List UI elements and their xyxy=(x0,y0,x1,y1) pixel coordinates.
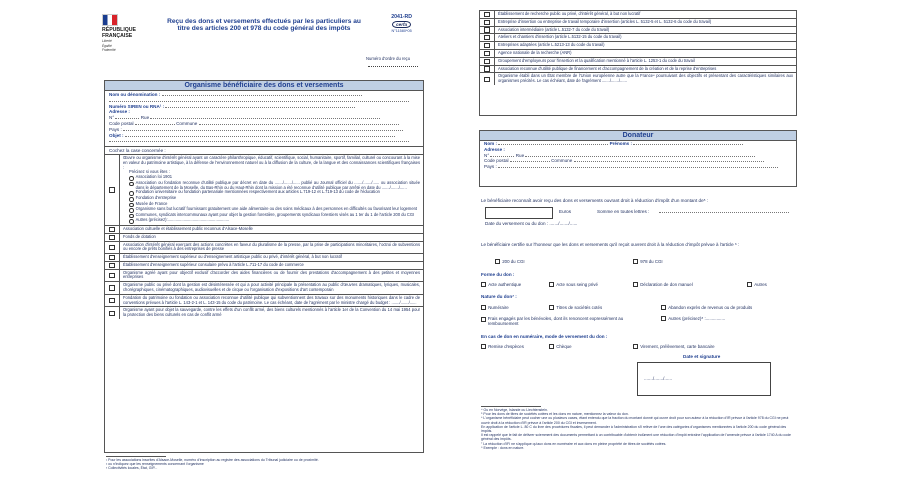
footnote: ¹ Pour les associations inscrites d'Alsace-Moselle, numéro d'inscription au registre des associations du Tribunal judiciaire ou de proximité. xyxy=(106,458,319,462)
logo-text-2: FRANÇAISE xyxy=(102,32,133,39)
montant-text: Le bénéficiaire reconnaît avoir reçu des dons et versements ouvrant droit à réduction d'impôt d'un montant de⁵ : xyxy=(481,198,709,203)
donateur-rue-label: Rue xyxy=(515,152,525,158)
organisme-section-title: Organisme bénéficiaire des dons et versements xyxy=(105,81,423,91)
checkbox[interactable] xyxy=(633,282,638,287)
checkbox[interactable] xyxy=(109,285,114,290)
item-row xyxy=(480,11,796,18)
checkbox[interactable] xyxy=(481,317,486,322)
cerfa-number: N°11580*05 xyxy=(391,29,412,33)
checkbox[interactable] xyxy=(109,255,114,260)
checkbox[interactable] xyxy=(481,344,486,349)
checkbox[interactable] xyxy=(109,298,114,303)
cp-label: Code postal xyxy=(109,120,134,126)
item-label: Organisme ayant pour objet la sauvegarde, contre les effets d'un conflit armé, des biens culturels mentionnés à l'article 1er de la Convention du 14 mai 1954 pour la protection des biens culturels en cas de conflit armé xyxy=(123,307,420,318)
numero-ordre xyxy=(366,56,418,68)
nature-option[interactable]: Numéraire xyxy=(481,305,509,310)
sub-item-label: Organisme sans but lucratif fournissant gratuitement une aide alimentaire ou des soins médicaux à des personnes en difficultés ou favorisant leur logement xyxy=(135,206,418,212)
logo-devise-3: Fraternité xyxy=(102,48,116,53)
item-label: Association cultuelle et établissement public reconnus d'Alsace-Moselle xyxy=(123,225,253,231)
footnote: ² ou n'indiquez que les renseignements concernant l'organisme xyxy=(106,462,204,467)
numero-ordre-input[interactable] xyxy=(368,66,418,67)
marianne-icon xyxy=(102,14,118,26)
item-row xyxy=(105,241,423,254)
checkbox[interactable] xyxy=(633,344,638,349)
objet-line xyxy=(105,138,423,144)
logo-devise-2: Égalité xyxy=(102,43,112,48)
item-label: Entreprises adaptées (article L.5213-13 du code du travail) xyxy=(498,42,605,48)
footnote: ³ Collectivités locales, État, GIP... xyxy=(106,466,158,471)
forme-option[interactable]: Autres xyxy=(747,282,767,287)
radio-icon[interactable] xyxy=(129,182,134,187)
item-label: Établissement d'enseignement supérieur consulaire prévu à l'article L.711-17 du code de commerce xyxy=(123,261,304,267)
item-row xyxy=(105,225,423,233)
cochez-label: Cochez la case concernée : xyxy=(105,146,423,154)
donateur-numero-label: N° xyxy=(484,152,490,158)
option-200-cgi[interactable]: 200 du CGI xyxy=(495,259,525,264)
form-number: 2041-RD xyxy=(391,14,412,20)
item-row xyxy=(480,72,796,85)
forme-option[interactable]: Acte sous seing privé xyxy=(549,282,598,287)
checkbox[interactable] xyxy=(484,12,489,17)
item-row xyxy=(105,281,423,294)
donateur-pays-field[interactable] xyxy=(480,164,796,170)
forme-title: Forme du don : xyxy=(481,272,515,277)
checkbox[interactable] xyxy=(484,59,489,64)
item-row xyxy=(105,306,423,319)
item-label: Fonds de dotation xyxy=(123,233,156,239)
item-label: Groupement d'employeurs pour l'insertion et la qualification mentionné à l'article L. 1253-1 du code du travail xyxy=(498,57,695,63)
checkbox[interactable] xyxy=(484,51,489,56)
mode-title: En cas de don en numéraire, mode de versement du don : xyxy=(481,334,608,339)
sub-item-label: Musée de France xyxy=(135,200,168,206)
sub-item-label: Association ou fondation reconnue d'utilité publique par décret en date du ......./......./...... publié au Journal officiel du ......./......./...... ou association située dans le département de la Moselle, du Bas-Rhin ou du Haut-Rhin dont la mission a été reconnue d'utilité publique par arrêté en date du ......./......./...... xyxy=(135,179,420,190)
left-footnotes xyxy=(106,456,406,471)
sub-item-label: Fondation d'entreprise xyxy=(135,194,177,200)
commune-label: Commune xyxy=(176,120,198,126)
mode-option[interactable]: Chèque xyxy=(549,344,572,349)
item-label: Ateliers et chantiers d'insertion (article L.5132-15 du code du travail) xyxy=(498,34,622,40)
mode-option[interactable]: Virement, prélèvement, carte bancaire xyxy=(633,344,715,349)
item-row xyxy=(105,253,423,261)
organisme-section xyxy=(104,80,424,453)
radio-icon[interactable] xyxy=(129,203,134,208)
nature-title: Nature du don⁷ : xyxy=(481,294,517,299)
siren-label: Numéro SIREN ou RNA¹ : xyxy=(109,103,165,109)
form-number-block xyxy=(391,14,412,33)
item-row xyxy=(105,233,423,241)
item-label: Établissement de recherche public ou privé, d'intérêt général, à but non lucratif xyxy=(498,11,641,16)
numero-ordre-label: Numéro d'ordre du reçu xyxy=(366,56,411,61)
montant-input[interactable] xyxy=(485,207,553,219)
donateur-cp-label: Code postal xyxy=(484,158,509,164)
checkbox[interactable] xyxy=(661,305,666,310)
item-label: Association d'intérêt général exerçant des actions concrètes en faveur du pluralisme de la presse, par la prise de participations minoritaires, l'octroi de subventions ou encore de prêts bonifiés à des entreprises de presse xyxy=(123,241,420,252)
republique-francaise-logo xyxy=(102,14,142,53)
item-label: Association reconnue d'utilité publique de financement et d'accompagnement de la création et de la reprise d'entreprises xyxy=(498,65,717,71)
item-row xyxy=(480,41,796,49)
logo-devise-1: Liberté xyxy=(102,39,112,44)
donateur-commune-label: Commune xyxy=(551,158,573,164)
radio-icon[interactable] xyxy=(129,197,134,202)
radio-icon[interactable] xyxy=(129,176,134,181)
item-row xyxy=(105,269,423,282)
left-page xyxy=(96,0,428,500)
checkbox[interactable] xyxy=(495,259,500,264)
checkbox[interactable] xyxy=(484,20,489,25)
checkbox[interactable] xyxy=(109,235,114,240)
item-label: Agence nationale de la recherche (ANR) xyxy=(498,49,572,55)
donateur-title: Donateur xyxy=(480,131,796,141)
checkbox[interactable] xyxy=(484,27,489,32)
footnote: ⁴ Ou en Norvège, Islande ou Liechtenstein. xyxy=(481,408,548,412)
nature-option[interactable]: Titres de sociétés cotés xyxy=(549,305,602,310)
item-row xyxy=(105,294,423,307)
checkbox[interactable] xyxy=(484,35,489,40)
checkbox[interactable] xyxy=(109,245,114,250)
signature-date: ......./......./...... xyxy=(644,376,673,381)
forme-option[interactable]: Déclaration de don manuel xyxy=(633,282,693,287)
rue-label: Rue xyxy=(140,115,150,121)
signature-title: Date et signature xyxy=(683,354,721,359)
footnote: ⁶ L'organisme bénéficiaire peut cocher une ou plusieurs cases, étant entendu que la fraction du montant donné qui ouvre droit pour son auteur à la réduction d'IR prévue à l'article 978 du CGI ne peut ouvrir droit à la réduction d'IR prévue à l'article 200 du CGI et inversement. xyxy=(481,416,789,425)
item-label: Association intermédiaire (article L.5132-7 du code du travail) xyxy=(498,26,610,32)
objet-label: Objet : xyxy=(109,132,124,138)
item-label: Organisme public ou privé dont la gestion est désintéressée et qui a pour activité principale la présentation au public d'œuvres dramatiques, lyriques, musicales, chorégraphiques, cinématographiques, audiovisuelles et de cirque ou l'organisation d'expositions d'art contemporain xyxy=(123,282,420,293)
somme-lettres-label: Somme en toutes lettres : xyxy=(597,209,650,214)
radio-icon[interactable] xyxy=(129,219,134,224)
continued-items xyxy=(479,10,797,116)
item-row xyxy=(105,261,423,269)
option-978-cgi[interactable]: 978 du CGI xyxy=(633,259,663,264)
numero-label: N° xyxy=(109,115,115,121)
date-versement[interactable]: Date du versement ou du don : ......./......./...... xyxy=(485,221,578,226)
right-footnotes xyxy=(481,406,797,450)
checkbox[interactable] xyxy=(633,259,638,264)
item-label: Fondation du patrimoine ou fondation ou association reconnue d'utilité publique qui subventionnent des travaux sur des monuments historiques dans le cadre de conventions prévues à l'article L. 143-2-1 et L. 143-15 du code du patrimoine. Le cas échéant, date de l'agrément par le ministre chargé du budget : ......./......./...... xyxy=(123,294,420,305)
checkbox[interactable] xyxy=(109,263,114,268)
item-row xyxy=(480,33,796,41)
radio-icon[interactable] xyxy=(129,191,134,196)
radio-icon[interactable] xyxy=(129,214,134,219)
signature-box[interactable] xyxy=(637,362,771,396)
checkbox[interactable] xyxy=(549,305,554,310)
euros-label: Euros xyxy=(559,209,572,214)
nom-label: Nom ou dénomination : xyxy=(109,92,161,97)
checkbox[interactable] xyxy=(481,305,486,310)
adresse-label: Adresse : xyxy=(109,109,130,115)
donateur-pays-label: Pays : xyxy=(484,164,497,170)
footnote: Il est rappelé que le fait de délivrer sciemment des documents permettant à un contribuable d'obtenir indûment une réduction d'impôt entraîne l'application de l'amende prévue à l'article 1740 A du code général des impôts. xyxy=(481,433,791,442)
footnote: En application de l'article L. 80 C du livre des procédures fiscales, il peut demander à l'administration s'il relève de l'une des catégories d'organismes mentionnées à l'article 200 du code général des impôts. xyxy=(481,424,787,434)
checkbox[interactable] xyxy=(549,282,554,287)
item-main-text: Œuvre ou organisme d'intérêt général ayant un caractère philanthropique, éducatif, scientifique, social, humanitaire, sportif, familial, culturel ou concourant à la mise en valeur du patrimoine artistique, à la défense de l'environnement naturel ou à la diffusion de la culture, de la langue et des connaissances scientifiques françaises : xyxy=(123,154,420,170)
checkbox[interactable] xyxy=(549,344,554,349)
item-label: Établissement d'enseignement supérieur ou d'enseignement artistique public ou privé, d'intérêt général, à but non lucratif xyxy=(123,254,342,260)
footnote: ⁸ Exemple : dons en nature. xyxy=(481,445,525,450)
item-interet-general xyxy=(105,155,423,225)
item-row xyxy=(480,26,796,34)
cerfa-logo: cerfa xyxy=(392,21,411,28)
nature-option[interactable]: Autres (précisez)⁸ :................ xyxy=(661,316,725,321)
donateur-section xyxy=(479,130,797,187)
radio-icon[interactable] xyxy=(129,208,134,213)
donateur-adresse-label: Adresse : xyxy=(484,146,505,152)
sub-item-label: Fondation universitaire ou fondation partenariale mentionnées respectivement aux articles L.719-12 et L.719-13 du code de l'éducation xyxy=(135,189,380,195)
checkbox[interactable] xyxy=(484,77,489,82)
forme-option[interactable]: Acte authentique xyxy=(481,282,521,287)
sub-item-label: Association loi 1901 xyxy=(135,174,173,180)
item-label: Organisme établi dans un État membre de l'Union européenne autre que la France⁴ poursuivant des objectifs et présentant des caractéristiques similaires aux organismes précités. Le cas échéant, date de l'agrément ......./......./...... xyxy=(498,73,793,84)
item-row xyxy=(480,57,796,65)
sub-item-label: Communes, syndicats intercommunaux ayant pour objet la gestion forestière, groupements syndicaux forestiers visés au 1 ter du 1 de l'article 200 du CGI xyxy=(135,211,415,217)
checkbox[interactable] xyxy=(484,66,489,71)
certifie-text: Le bénéficiaire certifie sur l'honneur que les dons et versements qu'il reçoit ouvrent droit à la réduction d'impôt prévue à l'article ⁶ : xyxy=(481,242,740,247)
checkbox[interactable] xyxy=(747,282,752,287)
somme-lettres-input[interactable] xyxy=(659,209,789,215)
footnote: ⁵ Pour les dons de titres de sociétés cotées et les dons en nature, mentionnez la valeur du don. xyxy=(481,412,629,417)
mode-option[interactable]: Remise d'espèces xyxy=(481,344,524,349)
nature-option[interactable]: Abandon exprès de revenus ou de produits xyxy=(661,305,752,310)
precisez-label: Précisez si vous êtes : xyxy=(129,169,170,175)
checkbox[interactable] xyxy=(109,187,114,192)
checkbox[interactable] xyxy=(109,311,114,316)
item-row xyxy=(480,18,796,26)
sub-item-label: Autres (précisez):...................................................... xyxy=(135,217,230,223)
checkbox[interactable] xyxy=(661,316,666,321)
checkbox[interactable] xyxy=(481,282,486,287)
checkbox[interactable] xyxy=(109,273,114,278)
checkbox[interactable] xyxy=(484,43,489,48)
donateur-nom-label: Nom : xyxy=(484,141,498,146)
right-page xyxy=(473,0,804,500)
checkbox[interactable] xyxy=(109,227,114,232)
item-label: Entreprise d'insertion ou entreprise de travail temporaire d'insertion (articles L. 5132-5 et L. 5132-6 du code du travail) xyxy=(498,18,712,24)
donateur-prenoms-label: Prénoms : xyxy=(609,141,633,146)
item-label: Organisme agréé ayant pour objectif exclusif d'accorder des aides financières ou de fournir des prestations d'accompagnement à des petites et moyennes entreprises xyxy=(123,269,420,280)
item-row xyxy=(480,49,796,57)
nature-option-frais[interactable]: Frais engagés par les bénévoles, dont ils renoncent expressément au remboursement xyxy=(481,316,631,326)
logo-text-1: RÉPUBLIQUE xyxy=(102,27,137,33)
item-row xyxy=(480,65,796,73)
document-title: Reçu des dons et versements effectués par les particuliers au titre des articles 200 et 978 du code général des impôts xyxy=(167,18,361,33)
footnote: ⁷ La réduction d'IFI ne s'applique qu'aux dons en numéraire et aux dons en pleine propriété de titres de sociétés cotées. xyxy=(481,441,667,446)
pays-label: Pays : xyxy=(109,126,122,132)
